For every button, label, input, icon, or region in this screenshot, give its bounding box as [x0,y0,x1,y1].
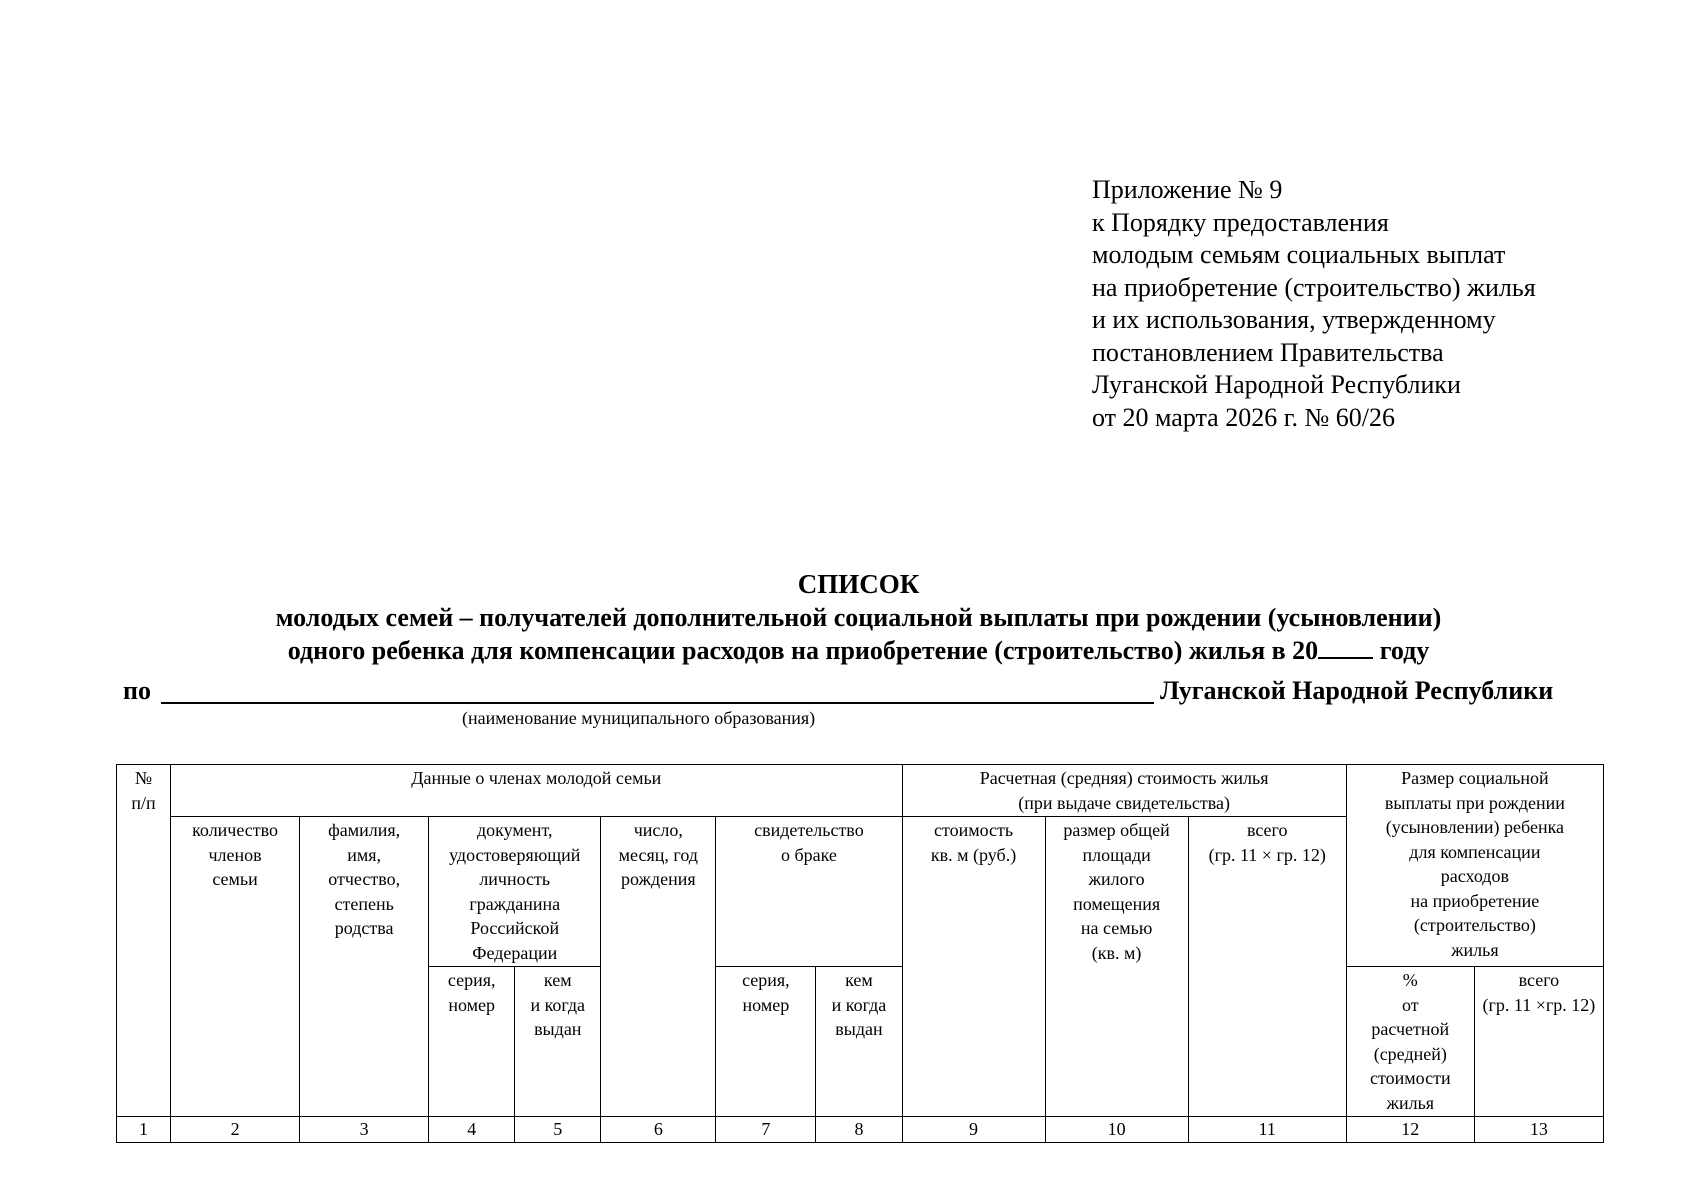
header-row-number: № п/п [117,765,171,1117]
po-label: по [123,676,151,705]
families-table [116,764,1604,1143]
header-marriage-issued-by: кем и когда выдан [816,967,902,1117]
header-percent-of-cost: % от расчетной (средней) стоимости жилья [1346,967,1474,1117]
appendix-line: Луганской Народной Республики [1092,370,1461,399]
column-number: 11 [1188,1117,1346,1143]
header-birth-date: число, месяц, год рождения [601,817,716,1117]
column-number: 2 [171,1117,300,1143]
header-marriage-certificate: свидетельство о браке [716,817,902,967]
municipality-caption: (наименование муниципального образования) [462,708,816,728]
header-total-cost: всего (гр. 11 × гр. 12) [1188,817,1346,1117]
year-blank-field[interactable] [1318,635,1373,659]
column-number: 3 [300,1117,429,1143]
column-number: 6 [601,1117,716,1143]
column-number: 12 [1346,1117,1474,1143]
title-line-2-end: году [1373,636,1430,665]
header-full-name: фамилия, имя, отчество, степень родства [300,817,429,1117]
header-cost-per-sqm: стоимость кв. м (руб.) [902,817,1045,1117]
appendix-header [1092,174,1652,434]
header-total-payment: всего (гр. 11 ×гр. 12) [1474,967,1603,1117]
republic-label: Луганской Народной Республики [1160,676,1554,705]
appendix-line: к Порядку предоставления [1092,207,1389,237]
header-marriage-series-number: серия, номер [716,967,816,1117]
header-housing-cost: Расчетная (средняя) стоимость жилья (при выдаче свидетельства) [902,765,1346,817]
appendix-line: молодым семьям социальных выплат [1092,240,1506,269]
appendix-line: на приобретение (строительство) жилья [1092,272,1536,302]
header-identity-document: документ, удостоверяющий личность гражданина Российской Федерации [429,817,601,967]
column-numbers-row [117,1117,1604,1143]
appendix-line: постановлением Правительства [1092,337,1444,367]
document-title [0,568,1697,667]
header-id-series-number: серия, номер [429,967,515,1117]
column-number: 1 [117,1117,171,1143]
column-number: 8 [816,1117,902,1143]
header-family-data: Данные о членах молодой семьи [171,765,902,817]
appendix-line: Приложение № 9 [1092,175,1283,204]
column-number: 9 [902,1117,1045,1143]
title-line-1: молодых семей – получателей дополнительной социальной выплаты при рождении (усыновлении) [275,603,1442,632]
appendix-line: от 20 марта 2026 г. № 60/26 [1092,402,1395,432]
column-number: 5 [515,1117,601,1143]
column-number: 10 [1045,1117,1188,1143]
header-payment-size: Размер социальной выплаты при рождении (усыновлении) ребенка для компенсации расходов на приобретение (строительство) жилья [1346,765,1603,967]
column-number: 4 [429,1117,515,1143]
title-main: СПИСОК [797,569,920,599]
header-living-area: размер общей площади жилого помещения на семью (кв. м) [1045,817,1188,1117]
title-line-2-text: одного ребенка для компенсации расходов на приобретение (строительство) жилья в 20 [287,636,1319,665]
appendix-line: и их использования, утвержденному [1092,305,1496,334]
header-id-issued-by: кем и когда выдан [515,967,601,1117]
municipality-row [123,674,1593,708]
header-members-count: количество членов семьи [171,817,300,1117]
title-line-2 [0,634,1697,667]
column-number: 7 [716,1117,816,1143]
municipality-blank-field[interactable] [161,702,1154,704]
column-number: 13 [1474,1117,1603,1143]
